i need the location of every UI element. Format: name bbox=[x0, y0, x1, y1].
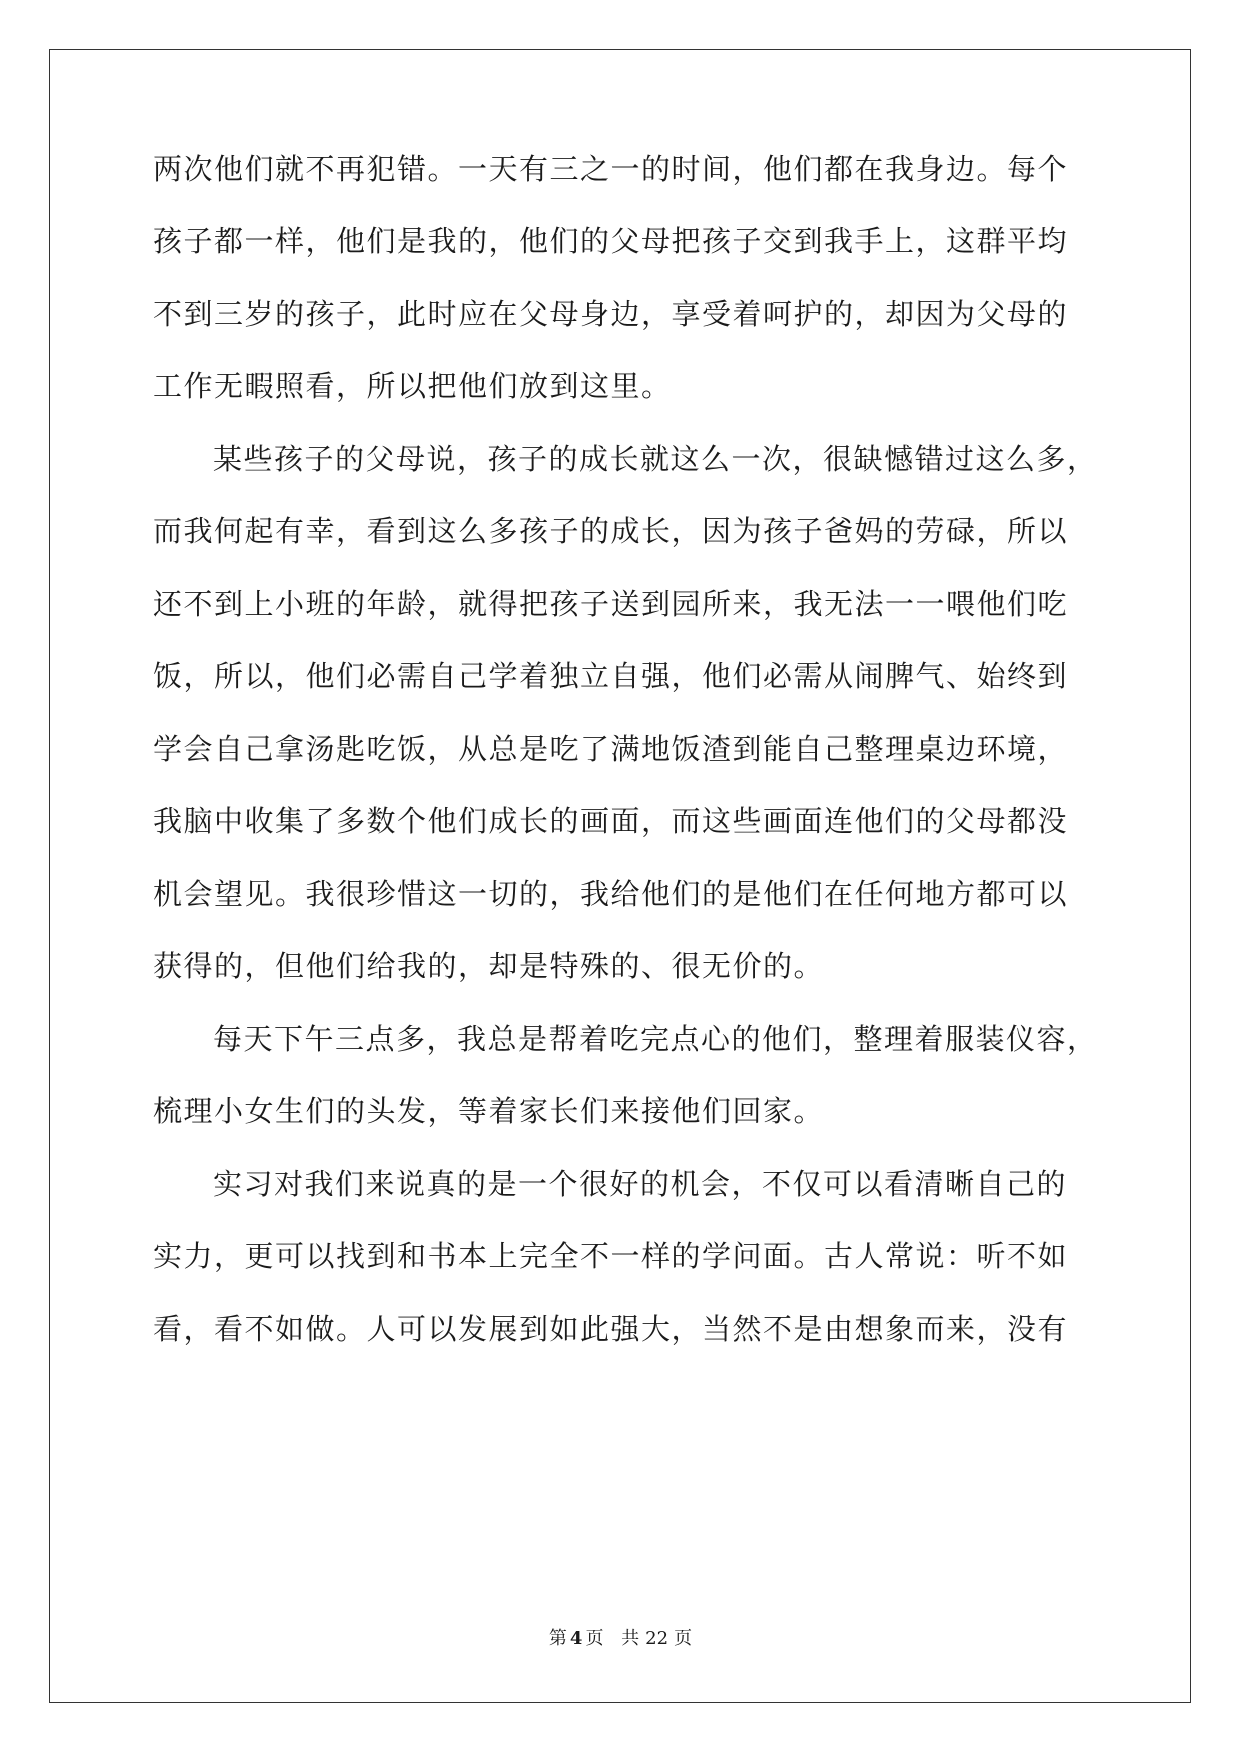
text-line: 我脑中收集了多数个他们成长的画面，而这些画面连他们的父母都没 bbox=[153, 804, 1069, 838]
text-line: 实力，更可以找到和书本上完全不一样的学问面。古人常说：听不如 bbox=[153, 1239, 1069, 1273]
text-line: 梳理小女生们的头发，等着家长们来接他们回家。 bbox=[153, 1094, 825, 1128]
page-label: 第 4 页 bbox=[548, 1628, 604, 1649]
text-line: 学会自己拿汤匙吃饭，从总是吃了满地饭渣到能自己整理桌边环境， bbox=[153, 732, 1069, 766]
text-line: 获得的，但他们给我的，却是特殊的、很无价的。 bbox=[153, 949, 825, 983]
text-line: 饭，所以，他们必需自己学着独立自强，他们必需从闹脾气、始终到 bbox=[153, 659, 1069, 693]
total-pages: 22 bbox=[645, 1628, 669, 1649]
paragraph-first-line: 每天下午三点多，我总是帮着吃完点心的他们，整理着服装仪容， bbox=[213, 1022, 1098, 1056]
page-number: 4 bbox=[569, 1628, 583, 1649]
text-line: 机会望见。我很珍惜这一切的，我给他们的是他们在任何地方都可以 bbox=[153, 877, 1069, 911]
paragraph-first-line: 实习对我们来说真的是一个很好的机会，不仅可以看清晰自己的 bbox=[213, 1167, 1068, 1201]
paragraph-first-line: 某些孩子的父母说，孩子的成长就这么一次，很缺憾错过这么多， bbox=[213, 442, 1098, 476]
text-line: 孩子都一样，他们是我的，他们的父母把孩子交到我手上，这群平均 bbox=[153, 224, 1069, 258]
total-label: 共 22 页 bbox=[621, 1628, 693, 1649]
text-line: 工作无暇照看，所以把他们放到这里。 bbox=[153, 369, 672, 403]
text-line: 看，看不如做。人可以发展到如此强大，当然不是由想象而来，没有 bbox=[153, 1312, 1069, 1346]
text-line: 两次他们就不再犯错。一天有三之一的时间，他们都在我身边。每个 bbox=[153, 152, 1069, 186]
text-line: 而我何起有幸，看到这么多孩子的成长，因为孩子爸妈的劳碌，所以 bbox=[153, 514, 1069, 548]
text-line: 还不到上小班的年龄，就得把孩子送到园所来，我无法一一喂他们吃 bbox=[153, 587, 1069, 621]
text-line: 不到三岁的孩子，此时应在父母身边，享受着呵护的，却因为父母的 bbox=[153, 297, 1069, 331]
page-footer bbox=[0, 1628, 1241, 1650]
